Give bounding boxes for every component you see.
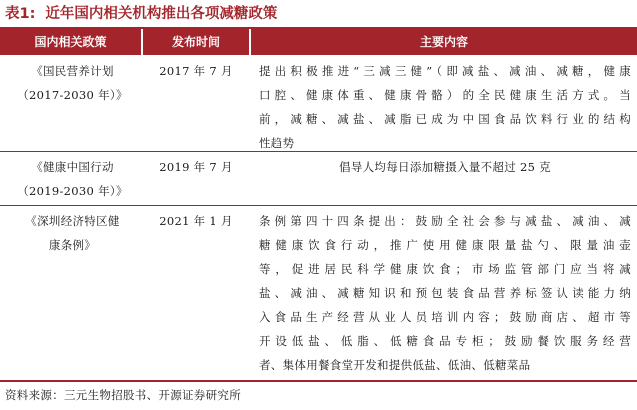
content-line: 糖健康饮食行动，推广使用健康限量盐勺、限量油壶: [259, 238, 631, 252]
table-title-text: 近年国内相关机构推出各项减糖政策: [45, 6, 278, 22]
policy-name-line: （2019-2030 年）》: [17, 184, 128, 198]
content-line: 提出积极推进“三减三健”（即减盐、减油、减糖，健康: [259, 64, 631, 78]
content-line: 开设低盐、低脂、低糖食品专柜；鼓励餐饮服务经营: [259, 334, 631, 348]
header-policy: 国内相关政策: [34, 35, 107, 49]
policy-content: [259, 209, 631, 377]
header-date: 发布时间: [171, 35, 220, 49]
content-line: 盐、减油、减糖知识和预包装食品营养标签认读能力纳: [259, 286, 631, 300]
content-line: 倡导人均每日添加糖摄入量不超过 25 克: [339, 160, 551, 174]
policy-content: [259, 59, 631, 155]
table-row: [0, 206, 637, 382]
policy-name-line: 《国民营养计划: [31, 64, 114, 78]
policy-name-line: 《健康中国行动: [31, 160, 114, 174]
table-row: [0, 152, 637, 206]
content-line: 前，减糖、减盐、减脂已成为中国食品饮料行业的结构: [259, 112, 631, 126]
policy-name-line: （2017-2030 年）》: [17, 88, 128, 102]
release-date: 2017 年 7 月: [159, 64, 233, 78]
table-number: 表1:: [5, 6, 36, 22]
content-line: 者、集体用餐食堂开发和提供低盐、低油、低糖菜品: [259, 358, 531, 372]
content-line: 口腔、健康体重、健康骨骼）的全民健康生活方式。当: [259, 88, 631, 102]
policy-name-line: 《深圳经济特区健: [25, 214, 120, 228]
policy-name-line: 康条例》: [48, 238, 97, 252]
content-line: 等，促进居民科学健康饮食；市场监管部门应当将减: [259, 262, 631, 276]
release-date: 2019 年 7 月: [159, 160, 233, 174]
policy-content: [259, 155, 631, 179]
table-header: [0, 29, 637, 55]
table-bottom-rule: [0, 380, 637, 382]
policy-name: [4, 59, 141, 107]
header-content: 主要内容: [419, 35, 468, 49]
release-date: 2021 年 1 月: [159, 214, 233, 228]
policy-name: [4, 209, 141, 257]
content-line: 入食品生产经营从业人员培训内容；鼓励商店、超市等: [259, 310, 631, 324]
policy-name: [4, 155, 141, 203]
table-title: [5, 2, 277, 26]
table-row: [0, 55, 637, 152]
content-line: 条例第四十四条提出：鼓励全社会参与减盐、减油、减: [259, 214, 631, 228]
content-line: 性趋势: [259, 136, 295, 150]
source-note: 资料来源：三元生物招股书、开源证券研究所: [5, 388, 241, 402]
